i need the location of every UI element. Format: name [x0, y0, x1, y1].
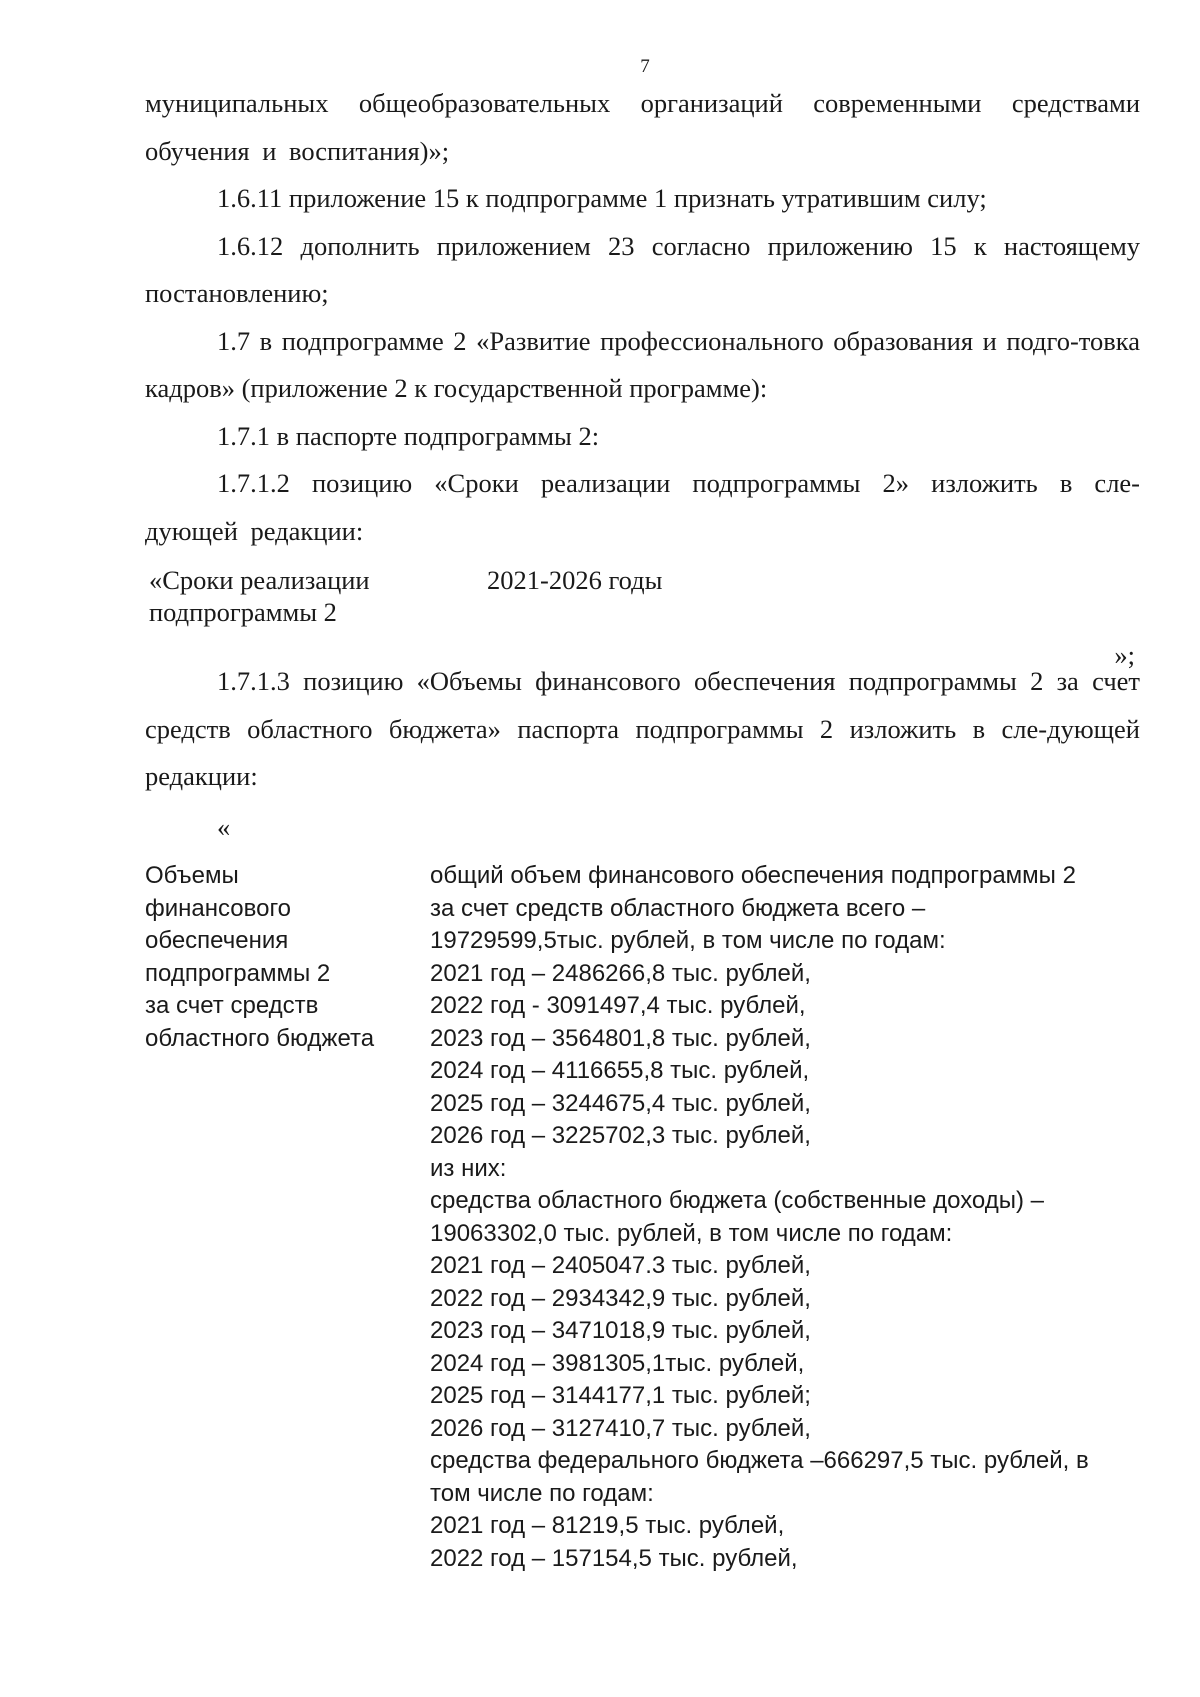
finance-line: 2026 год – 3127410,7 тыс. рублей,: [430, 1414, 811, 1442]
finance-line: из них:: [430, 1154, 507, 1182]
finance-line: 2023 год – 3471018,9 тыс. рублей,: [430, 1317, 811, 1344]
paragraph-continuation: муниципальных общеобразовательных организаций современными средствами обучения и воспитания)»;: [145, 88, 1140, 166]
finance-line: за счет средств областного бюджета всего –: [430, 894, 926, 922]
finance-label: [145, 860, 405, 1055]
paragraph-1-7-1: 1.7.1 в паспорте подпрограммы 2:: [217, 420, 600, 451]
opening-quote: «: [217, 812, 231, 842]
page-number: 7: [640, 56, 650, 77]
paragraph-1-7-1-3: 1.7.1.3 позицию «Объемы финансового обеспечения подпрограммы 2 за счет средств областного бюджета» паспорта подпрограммы 2 изложить в сле-дующей редакции:: [145, 666, 1140, 791]
body-text-continued: [145, 658, 1140, 801]
finance-label-line: подпрограммы 2: [145, 959, 331, 987]
finance-line: 2026 год – 3225702,3 тыс. рублей,: [430, 1122, 811, 1149]
finance-label-line: за счет средств: [145, 992, 319, 1019]
finance-line: средства федерального бюджета –666297,5 тыс. рублей, в: [430, 1447, 1089, 1474]
finance-values: [430, 860, 1140, 1575]
finance-line: 2021 год – 81219,5 тыс. рублей,: [430, 1512, 785, 1539]
finance-line: 19729599,5тыс. рублей, в том числе по годам:: [430, 927, 946, 954]
body-text: [145, 80, 1140, 555]
finance-line: том числе по годам:: [430, 1479, 654, 1507]
finance-line: общий объем финансового обеспечения подпрограммы 2: [430, 862, 1076, 889]
term-label-line: подпрограммы 2: [149, 597, 337, 627]
finance-label-line: областного бюджета: [145, 1024, 375, 1052]
finance-line: 2021 год – 2486266,8 тыс. рублей,: [430, 959, 811, 987]
finance-line: 2022 год – 157154,5 тыс. рублей,: [430, 1544, 798, 1572]
finance-line: 2022 год – 2934342,9 тыс. рублей,: [430, 1284, 811, 1312]
finance-label-line: обеспечения: [145, 927, 289, 954]
finance-line: 2025 год – 3244675,4 тыс. рублей,: [430, 1089, 811, 1117]
finance-line: 19063302,0 тыс. рублей, в том числе по годам:: [430, 1219, 953, 1247]
paragraph-1-6-11: 1.6.11 приложение 15 к подпрограмме 1 признать утратившим силу;: [217, 183, 987, 213]
paragraph-1-6-12: 1.6.12 дополнить приложением 23 согласно приложению 15 к настоящему постановлению;: [145, 230, 1140, 308]
finance-line: 2024 год – 4116655,8 тыс. рублей,: [430, 1057, 810, 1084]
closing-quote: »;: [1114, 640, 1135, 670]
finance-label-line: финансового: [145, 894, 292, 922]
finance-line: 2021 год – 2405047.3 тыс. рублей,: [430, 1252, 811, 1279]
finance-line: 2022 год - 3091497,4 тыс. рублей,: [430, 992, 806, 1019]
finance-line: 2024 год – 3981305,1тыс. рублей,: [430, 1349, 805, 1377]
term-row: [145, 564, 1140, 664]
term-label: [149, 564, 479, 628]
finance-line: средства областного бюджета (собственные доходы) –: [430, 1187, 1045, 1214]
paragraph-1-7: 1.7 в подпрограмме 2 «Развитие профессионального образования и подго-товка кадров» (приложение 2 к государственной программе):: [145, 325, 1140, 403]
finance-label-line: Объемы: [145, 862, 239, 889]
finance-line: 2025 год – 3144177,1 тыс. рублей;: [430, 1382, 811, 1409]
finance-line: 2023 год – 3564801,8 тыс. рублей,: [430, 1024, 811, 1052]
paragraph-1-7-1-2: 1.7.1.2 позицию «Сроки реализации подпрограммы 2» изложить в сле-дующей редакции:: [145, 468, 1140, 546]
term-value: 2021-2026 годы: [487, 565, 663, 595]
term-label-line: «Сроки реализации: [149, 565, 370, 595]
